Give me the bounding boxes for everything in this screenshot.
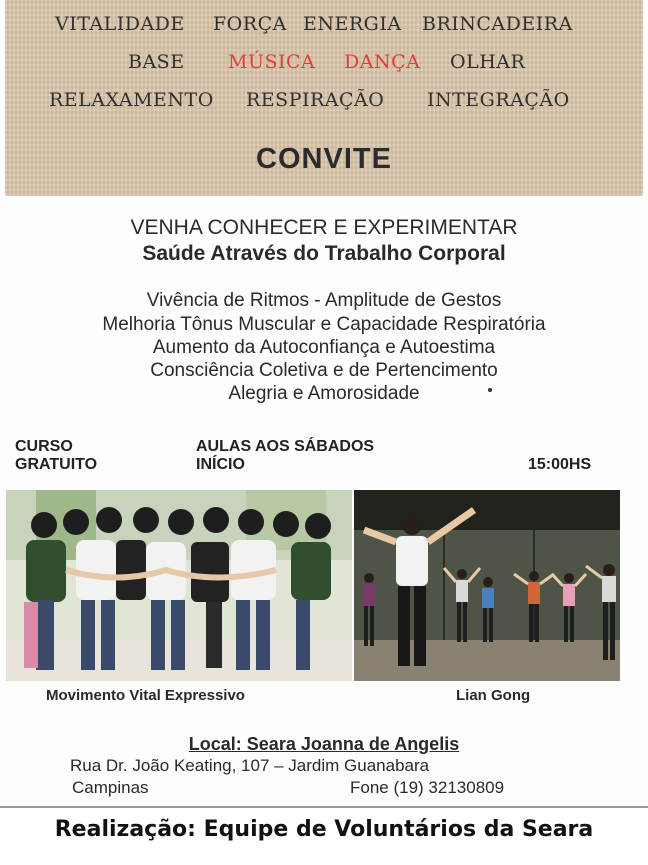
benefit-item: Vivência de Ritmos - Amplitude de Gestos [146,290,502,311]
group-photo [6,490,352,681]
keyword: ENERGIA [303,13,402,35]
keywords-banner [5,0,643,196]
location-city: Campinas [72,778,149,797]
class-time: 15:00HS [528,456,592,473]
decorative-dot [488,388,492,392]
left-photo-caption: Movimento Vital Expressivo [46,687,245,704]
keyword-highlight: MÚSICA [228,51,316,73]
keyword: VITALIDADE [55,13,185,35]
invitation-title: CONVITE [256,143,392,175]
keyword: INTEGRAÇÃO [427,89,570,111]
course-free-label: GRATUITO [15,456,98,473]
keyword: BASE [128,51,185,73]
intro-subheadline: Saúde Através do Trabalho Corporal [142,242,506,265]
location-title: Local: Seara Joanna de Angelis [188,734,460,754]
benefit-item: Aumento da Autoconfiança e Autoestima [152,337,496,358]
keyword: RELAXAMENTO [49,89,214,111]
right-photo-caption: Lian Gong [456,687,531,704]
keyword: BRINCADEIRA [422,13,573,35]
intro-headline: VENHA CONHECER E EXPERIMENTAR [130,216,518,239]
keyword: OLHAR [450,51,526,73]
benefit-item: Melhoria Tônus Muscular e Capacidade Respiratória [102,314,546,335]
footer-credit: Realização: Equipe de Voluntários da Seara [54,817,594,842]
course-label: CURSO [15,438,73,455]
location-address: Rua Dr. João Keating, 107 – Jardim Guanabara [70,756,430,775]
keyword: FORÇA [213,13,287,35]
keyword-highlight: DANÇA [344,51,421,73]
footer-divider [0,806,648,808]
benefit-item: Consciência Coletiva e de Pertencimento [150,360,498,381]
start-label: INÍCIO [196,456,245,473]
location-phone: Fone (19) 32130809 [350,778,505,797]
benefit-item: Alegria e Amorosidade [228,383,420,404]
lian-gong-photo [354,490,620,681]
keyword: RESPIRAÇÃO [246,89,385,111]
classes-day: AULAS AOS SÁBADOS [196,438,375,455]
